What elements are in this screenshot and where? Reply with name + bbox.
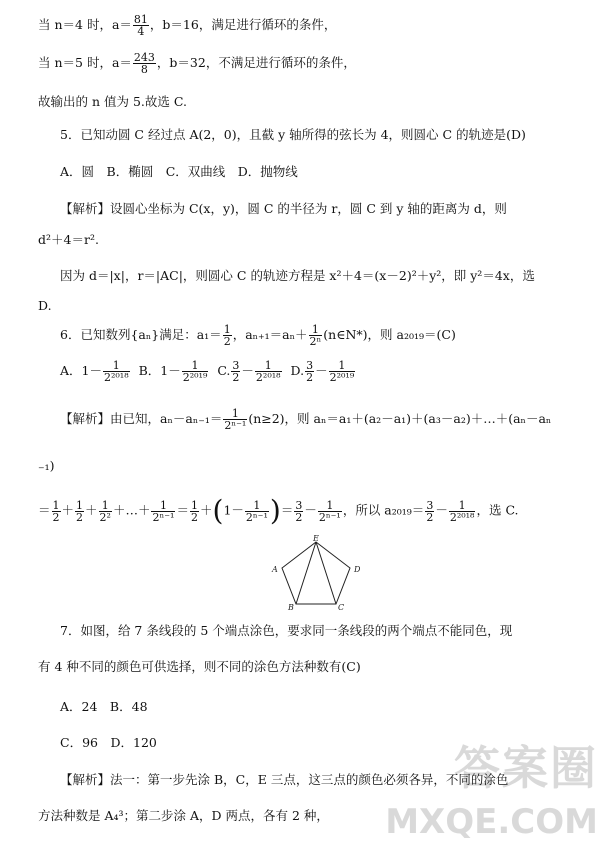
numerator: 243	[133, 51, 155, 64]
q6-analysis-1	[60, 408, 551, 431]
fraction	[223, 408, 247, 431]
vertex-label-a: A	[272, 565, 278, 574]
vertex-label-d: D	[354, 565, 361, 574]
denominator: 2	[190, 510, 198, 524]
denominator: 2²⁰¹⁹	[182, 371, 208, 384]
fraction	[305, 360, 314, 383]
numerator: 1	[151, 500, 175, 512]
sum-text: －	[304, 502, 317, 518]
sum-text: ＋	[61, 502, 75, 518]
fraction	[449, 500, 476, 523]
fraction	[231, 360, 240, 383]
fraction	[309, 324, 323, 347]
numerator: 3	[232, 359, 240, 372]
denominator: 2ⁿ⁻¹	[152, 510, 175, 524]
q6-stem-post: (n∈N*)，则 a₂₀₁₉＝(C)	[323, 327, 456, 342]
denominator: 2²⁰¹⁸	[103, 371, 129, 384]
denominator: 2	[52, 510, 60, 524]
line-conclusion: 故输出的 n 值为 5.故选 C.	[38, 94, 187, 109]
pentagon-outline	[282, 542, 350, 604]
denominator: 2²⁰¹⁸	[255, 371, 281, 384]
denominator: 2	[295, 510, 303, 524]
numerator: 1	[223, 323, 231, 336]
q7-analysis-2: 方法种数是 A₄³；第二步涂 A，D 两点，各有 2 种，	[38, 808, 329, 823]
numerator: 1	[223, 408, 247, 420]
sum-text: 1－	[223, 502, 244, 518]
sum-text: ＝	[176, 502, 189, 518]
fraction	[223, 324, 232, 347]
fraction	[294, 500, 303, 523]
line-n4	[38, 14, 336, 37]
line-n5-pre: 当 n＝5 时，a＝	[38, 55, 132, 70]
numerator: 81	[133, 13, 148, 26]
sum-text: ，选 C.	[476, 502, 519, 518]
watermark-logo	[385, 732, 608, 842]
q6-analysis-tail: ₋₁)	[38, 458, 55, 473]
denominator: 4	[137, 25, 145, 38]
numerator: 1	[190, 498, 198, 512]
fraction	[245, 500, 269, 523]
segment-eb	[296, 542, 316, 604]
denominator: 2ⁿ⁻¹	[318, 510, 341, 524]
numerator: 1	[52, 498, 60, 512]
sum-text: －	[435, 502, 448, 518]
fraction	[103, 360, 130, 383]
fraction	[75, 500, 84, 523]
sum-text: ＝	[38, 502, 51, 518]
denominator: 2²⁰¹⁸	[449, 510, 475, 524]
fraction	[182, 360, 209, 383]
fraction	[425, 500, 434, 523]
numerator: 3	[295, 498, 303, 512]
fraction	[318, 500, 342, 523]
q6-sum-line	[38, 494, 519, 527]
q6-stem-pre: 6．已知数列{aₙ}满足：a₁＝	[60, 327, 222, 342]
line-n5-post: ，b＝32，不满足进行循环的条件，	[156, 55, 356, 70]
denominator: 2	[76, 510, 84, 524]
vertex-label-c: C	[338, 603, 345, 610]
segment-ec	[316, 542, 336, 604]
watermark-url: MXQE.COM	[385, 802, 598, 842]
sum-text: ＋…＋	[112, 502, 151, 518]
denominator: 2ⁿ⁻¹	[245, 510, 268, 524]
option-c: C.	[217, 363, 231, 378]
numerator: 1	[329, 360, 356, 372]
option-b: B．1－	[138, 363, 181, 378]
denominator: 2	[223, 335, 231, 348]
q7-stem-1: 7．如图，给 7 条线段的 5 个端点涂色，要求同一条线段的两个端点不能同色，现	[60, 623, 513, 638]
numerator: 1	[318, 500, 342, 512]
q5-analysis-1: 【解析】设圆心坐标为 C(x，y)，圆 C 的半径为 r，圆 C 到 y 轴的距离为 d，则	[60, 201, 507, 216]
q5-stem: 5．已知动圆 C 经过点 A(2，0)，且截 y 轴所得的弦长为 4，则圆心 C 的轨迹是(D)	[60, 127, 526, 142]
fraction	[151, 500, 175, 523]
numerator: 1	[103, 360, 130, 372]
sum-text: ＋	[85, 502, 98, 518]
q6-options: A．1－ $\frac{1}{\text{2²⁰¹⁸}}$ B．1－ $\frac{1}{\text{2²⁰¹⁹}}$ C. $\frac{3}{2}$ － $\frac{1}{\text{2²⁰¹⁸}}$ D. $\frac{3}{2}$ － $\frac{1}{\text{2²⁰¹⁹}}$	[60, 359, 355, 384]
pentagon-figure	[268, 534, 364, 610]
fraction	[52, 500, 61, 523]
numerator: 1	[449, 500, 476, 512]
denominator: 2	[306, 371, 314, 384]
fraction	[255, 360, 282, 383]
q5-options: A．圆 B．椭圆 C．双曲线 D．抛物线	[60, 164, 298, 179]
numerator: 3	[426, 498, 434, 512]
sum-text: ，所以 a₂₀₁₉＝	[342, 502, 425, 518]
q7-analysis-1: 【解析】法一：第一步先涂 B，C，E 三点，这三点的颜色必须各异，不同的涂色	[60, 772, 509, 787]
line-n4-pre: 当 n＝4 时，a＝	[38, 17, 132, 32]
q6-analysis-pre: 【解析】由已知，aₙ－aₙ₋₁＝	[60, 411, 223, 426]
q5-analysis-2: d²＋4＝r².	[38, 232, 99, 247]
watermark-text: 答案圈	[454, 741, 598, 795]
denominator: 2	[426, 510, 434, 524]
q5-analysis-3: 因为 d＝|x|，r＝|AC|，则圆心 C 的轨迹方程是 x²＋4＝(x－2)²＋y²，即 y²＝4x，选	[60, 268, 535, 283]
sum-text: ＋	[199, 502, 213, 518]
denominator: 2	[232, 371, 240, 384]
fraction	[133, 52, 156, 75]
numerator: 1	[99, 500, 112, 512]
line-n4-post: ，b＝16，满足进行循环的条件，	[149, 17, 337, 32]
numerator: 3	[306, 359, 314, 372]
numerator: 1	[76, 498, 84, 512]
left-paren: (	[212, 494, 224, 527]
q5-analysis-4: D.	[38, 298, 52, 313]
denominator: 2²⁰¹⁹	[329, 371, 355, 384]
option-a: A．1－	[60, 363, 102, 378]
denominator: 2ⁿ⁻¹	[224, 419, 247, 432]
vertex-label-e: E	[313, 534, 319, 543]
numerator: 1	[182, 360, 209, 372]
fraction	[190, 500, 199, 523]
denominator: 2²	[99, 510, 111, 524]
line-n5	[38, 52, 356, 75]
numerator: 1	[309, 324, 323, 336]
q6-analysis-post: (n≥2)，则 aₙ＝a₁＋(a₂－a₁)＋(a₃－a₂)＋…＋(aₙ－aₙ	[248, 411, 552, 426]
denominator: 2ⁿ	[309, 335, 322, 348]
denominator: 8	[140, 63, 148, 76]
vertex-label-b: B	[288, 603, 294, 610]
q6-stem	[60, 324, 456, 347]
sum-text: ＝	[280, 502, 294, 518]
fraction	[133, 14, 149, 37]
q7-options-2: C．96 D．120	[60, 735, 157, 750]
q6-stem-mid: ，aₙ₊₁＝aₙ＋	[232, 327, 308, 342]
numerator: 1	[245, 500, 269, 512]
q7-stem-2: 有 4 种不同的颜色可供选择，则不同的涂色方法种数有(C)	[38, 659, 361, 674]
fraction	[329, 360, 356, 383]
numerator: 1	[255, 360, 282, 372]
fraction	[99, 500, 112, 523]
right-paren: )	[269, 494, 281, 527]
q7-options-1: A．24 B．48	[60, 699, 148, 714]
option-d: D.	[290, 363, 305, 378]
